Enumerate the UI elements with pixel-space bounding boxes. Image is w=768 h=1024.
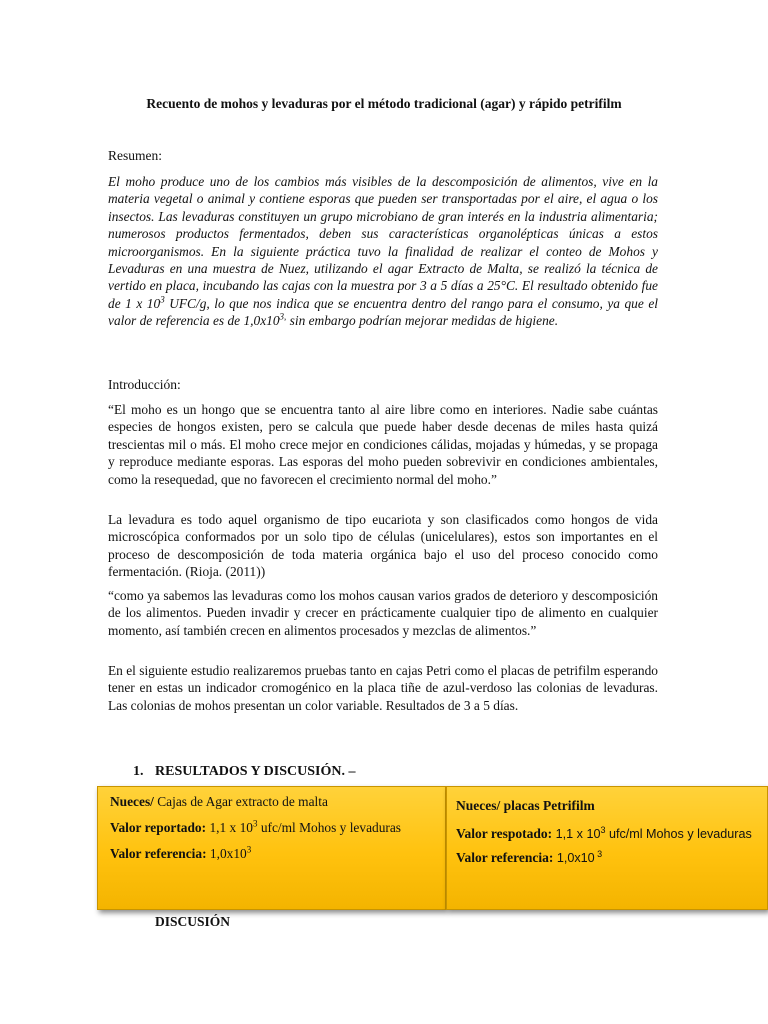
card-agar-reference-row	[110, 845, 435, 862]
card-agar-sample-value: Cajas de Agar extracto de malta	[153, 794, 328, 809]
resumen-text-3: sin embargo podrían mejorar medidas de higiene.	[286, 313, 559, 329]
card-agar-reported-label: Valor reportado:	[110, 820, 207, 835]
card-agar-sample-label: Nueces/	[110, 794, 154, 809]
intro-paragraph-3: “como ya sabemos las levaduras como los mohos causan varios grados de deterioro y descomposición de los alimentos. Pueden invadir y crecer en prácticamente cualquier tipo de alimento en cualquier momento, así también crecen en alimentos procesados y mezclas de alimentos.”	[108, 588, 658, 638]
card-agar-reference-label: Valor referencia:	[110, 846, 207, 861]
card-petrifilm	[446, 786, 768, 910]
card-petrifilm-reported-value-a: 1,1 x 10	[552, 827, 601, 841]
card-agar-reported-value-b: ufc/ml Mohos y levaduras	[257, 820, 402, 835]
resumen-text-2: UFC/g, lo que nos indica que se encuentra dentro del rango para el consumo, ya que el valor de referencia es de 1,0x10	[108, 295, 658, 329]
card-petrifilm-reference-sup: 3	[594, 848, 603, 859]
card-petrifilm-reported-label: Valor respotado:	[456, 826, 553, 841]
card-agar-reported-sup: 3	[252, 818, 258, 829]
resumen-sup-1: 3	[160, 294, 165, 305]
card-petrifilm-reference-row	[456, 849, 759, 867]
resumen-heading: Resumen:	[108, 148, 162, 163]
resumen-text-1: El moho produce uno de los cambios más visibles de la descomposición de alimentos, vive en la materia vegetal o animal y contiene esporas que pueden ser transportadas por el aire, el agua o los insectos. Las levaduras constituyen un grupo microbiano de gran interés en la industria alimentaria; numerosos productos fermentados, deben sus características organolépticas únicas a estos microorganismos. En la siguiente práctica tuvo la finalidad de realizar el conteo de Mohos y Levaduras en una muestra de Nuez, utilizando el agar Extracto de Malta, se realizó la técnica de vertido en placa, incubando las cajas con la muestra por 3 a 5 días a 25°C. El resultado obtenido fue de 1 x 10	[108, 174, 658, 311]
card-agar	[97, 786, 446, 910]
discusion-heading: DISCUSIÓN	[155, 914, 231, 929]
card-agar-reported-row	[110, 819, 435, 836]
resumen-sup-2: 3,	[279, 311, 287, 322]
card-agar-sample-row	[110, 793, 435, 810]
resumen-paragraph	[108, 173, 658, 330]
introduccion-heading: Introducción:	[108, 377, 181, 392]
intro-paragraph-1: “El moho es un hongo que se encuentra tanto al aire libre como en interiores. Nadie sabe cuántas especies de hongos existen, pero se calcula que puede haber desde decenas de miles hasta quizá trescientas mil o más. El moho crece mejor en condiciones cálidas, mojadas y húmedas, y se propaga y reproduce mediante esporas. Las esporas del moho pueden sobrevivir en condiciones ambientales, como la resequedad, que no favorecen el crecimiento normal del moho.”	[108, 402, 658, 487]
section-title: RESULTADOS Y DISCUSIÓN. –	[155, 764, 356, 779]
card-petrifilm-reference-value: 1,0x10	[553, 851, 595, 865]
section-number: 1.	[133, 764, 144, 779]
card-petrifilm-reported-value-b: ufc/ml Mohos y levaduras	[605, 827, 752, 841]
card-petrifilm-reported-sup: 3	[600, 824, 606, 835]
card-petrifilm-reported-row	[456, 825, 759, 843]
card-petrifilm-sample-row	[456, 797, 759, 815]
card-agar-reported-value-a: 1,1 x 10	[206, 820, 253, 835]
card-petrifilm-reference-label: Valor referencia:	[456, 850, 554, 865]
intro-paragraph-4: En el siguiente estudio realizaremos pruebas tanto en cajas Petri como el placas de petrifilm esperando tener en estas un indicador cromogénico en la placa tiñe de azul-verdoso las colonias de levaduras. Las colonias de mohos presentan un color variable. Resultados de 3 a 5 días.	[108, 663, 658, 713]
card-agar-reference-sup: 3	[246, 844, 252, 855]
card-agar-reference-value: 1,0x10	[206, 846, 247, 861]
resultados-heading	[133, 764, 355, 780]
document-title: Recuento de mohos y levaduras por el método tradicional (agar) y rápido petrifilm	[146, 96, 622, 111]
card-petrifilm-sample-label: Nueces/ placas Petrifilm	[456, 798, 595, 813]
intro-paragraph-2: La levadura es todo aquel organismo de tipo eucariota y son clasificados como hongos de vida microscópica conformados por un solo tipo de células (unicelulares), estos son importantes en el proceso de descomposición de toda materia orgánica bajo el uso del proceso conocido como fermentación. (Rioja. (2011))	[108, 512, 658, 580]
